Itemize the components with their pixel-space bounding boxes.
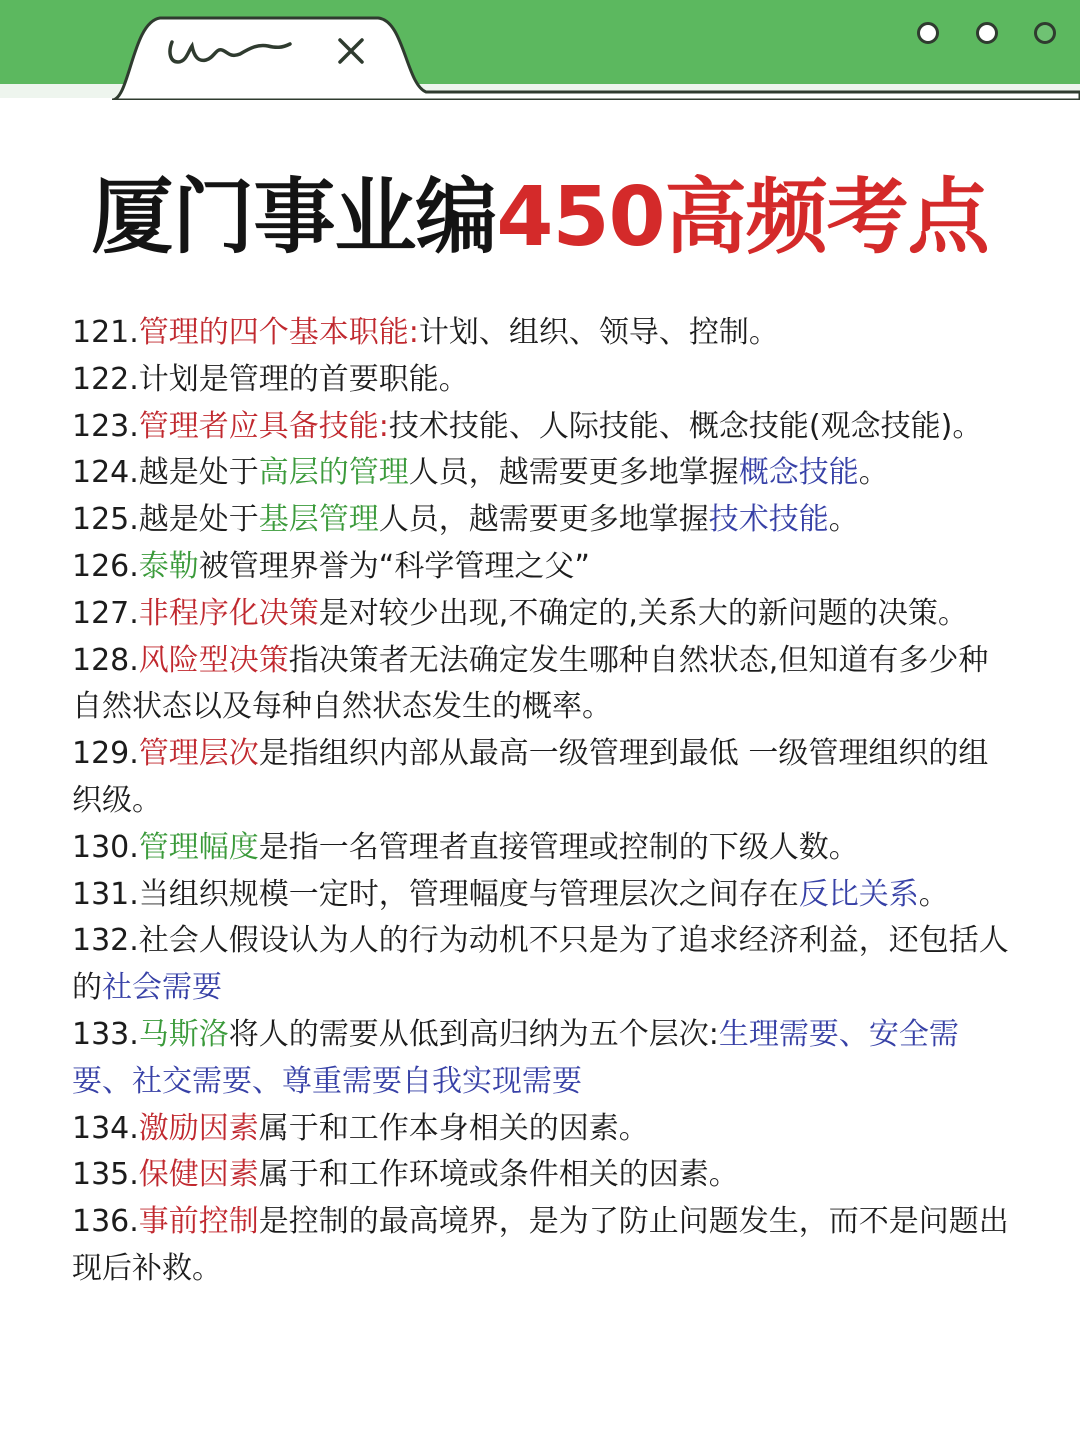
- item-text: 是指组织内部从最高一级管理到最低 一级管理组织的组织级。: [72, 736, 989, 818]
- list-item: [72, 1106, 1012, 1153]
- item-text: 人员，越需要更多地掌握: [378, 502, 709, 538]
- title-part-2: 450高频考点: [496, 170, 989, 265]
- keyword-red: 管理者应具备技能:: [138, 408, 389, 444]
- item-text: 131.当组织规模一定时，管理幅度与管理层次之间存在: [72, 876, 799, 912]
- keyword-red: 激励因素: [138, 1110, 259, 1146]
- keyword-red: 风险型决策: [138, 642, 289, 678]
- item-text: 124.越是处于: [72, 455, 259, 491]
- keyword-blue: 生理需要、安全需要、社交需要、尊重需要自我实现需要: [72, 1016, 959, 1099]
- item-text: 是指一名管理者直接管理或控制的下级人数。: [258, 829, 859, 865]
- item-text: 122.计划是管理的首要职能。: [72, 361, 469, 397]
- list-item: [72, 450, 1012, 497]
- list-item: [72, 1199, 1012, 1293]
- item-text: 。: [918, 876, 949, 912]
- keyword-blue: 技术技能: [708, 502, 829, 538]
- points-list: [72, 310, 1012, 1293]
- list-item: [72, 638, 1012, 732]
- item-text: 123.: [72, 408, 139, 444]
- keyword-green: 管理幅度: [138, 829, 259, 865]
- item-text: 技术技能、人际技能、概念技能(观念技能)。: [388, 408, 983, 444]
- window-dot-icon[interactable]: [976, 22, 998, 44]
- keyword-green: 泰勒: [138, 548, 199, 584]
- keyword-red: 非程序化决策: [138, 595, 319, 631]
- keyword-green: 基层管理: [258, 502, 379, 538]
- keyword-blue: 概念技能: [738, 455, 859, 491]
- page-title: [0, 168, 1080, 268]
- item-text: 人员，越需要更多地掌握: [408, 455, 739, 491]
- keyword-red: 事前控制: [138, 1204, 259, 1240]
- item-text: 计划、组织、领导、控制。: [418, 315, 779, 350]
- keyword-green: 高层的管理: [258, 455, 409, 491]
- title-part-1: 厦门事业编: [91, 170, 497, 265]
- item-text: 指决策者无法确定发生哪种自然状态,但知道有多少种自然状态以及每种自然状态发生的概率。: [72, 642, 989, 725]
- keyword-red: 管理的四个基本职能:: [138, 315, 419, 350]
- list-item: [72, 918, 1012, 1012]
- item-text: 136.: [72, 1204, 139, 1240]
- item-text: 将人的需要从低到高归纳为五个层次:: [228, 1016, 719, 1052]
- keyword-blue: 社会需要: [102, 970, 222, 1006]
- item-text: 130.: [72, 829, 139, 865]
- item-text: 。: [858, 455, 889, 491]
- list-item: [72, 825, 1012, 872]
- list-item: [72, 591, 1012, 638]
- item-text: 属于和工作环境或条件相关的因素。: [258, 1157, 739, 1193]
- keyword-red: 管理层次: [138, 736, 259, 772]
- item-text: 125.越是处于: [72, 502, 259, 538]
- window-dot-icon[interactable]: [917, 22, 939, 44]
- item-text: 。: [828, 502, 859, 538]
- item-text: 是对较少出现,不确定的,关系大的新问题的决策。: [318, 595, 968, 631]
- list-item: [72, 731, 1012, 825]
- browser-tab[interactable]: [0, 0, 1080, 100]
- list-item: [72, 544, 1012, 591]
- item-text: 121.: [72, 315, 139, 350]
- item-text: 135.: [72, 1157, 139, 1193]
- list-item: [72, 404, 1012, 451]
- item-text: 被管理界誉为“科学管理之父”: [198, 548, 590, 584]
- list-item: [72, 357, 1012, 404]
- item-text: 129.: [72, 736, 139, 772]
- list-item: [72, 310, 1012, 357]
- item-text: 是控制的最高境界，是为了防止问题发生，而不是问题出现后补救。: [72, 1204, 1009, 1286]
- list-item: [72, 497, 1012, 544]
- item-text: 128.: [72, 642, 139, 678]
- list-item: [72, 1152, 1012, 1199]
- item-text: 127.: [72, 595, 139, 631]
- item-text: 132.社会人假设认为人的行为动机不只是为了追求经济利益，还包括人的: [72, 923, 1009, 1006]
- keyword-red: 保健因素: [138, 1157, 259, 1193]
- item-text: 134.: [72, 1110, 139, 1146]
- item-text: 133.: [72, 1016, 139, 1052]
- list-item: [72, 1012, 1012, 1106]
- item-text: 属于和工作本身相关的因素。: [258, 1110, 649, 1146]
- window-dot-icon[interactable]: [1034, 22, 1056, 44]
- list-item: [72, 872, 1012, 919]
- item-text: 126.: [72, 548, 139, 584]
- keyword-green: 马斯洛: [138, 1016, 229, 1052]
- keyword-blue: 反比关系: [798, 876, 919, 912]
